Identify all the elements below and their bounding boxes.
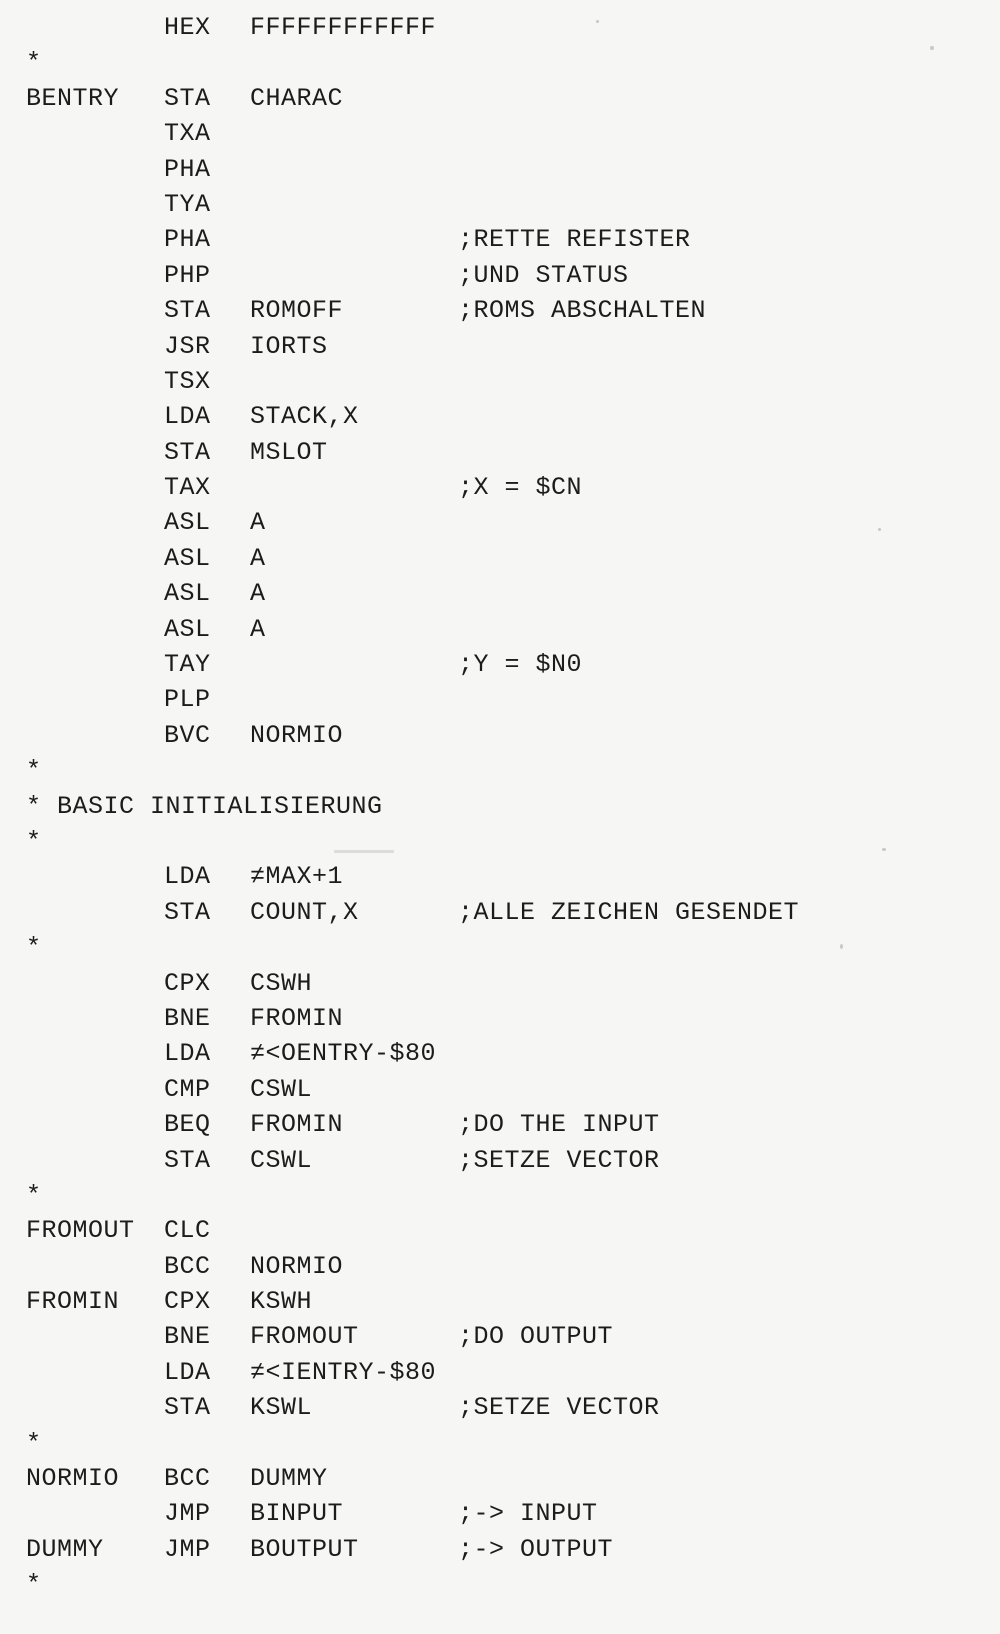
line-operand: KSWH (250, 1287, 313, 1317)
line-label: * (26, 1570, 42, 1600)
listing-line (0, 187, 1000, 222)
line-operand: BINPUT (250, 1499, 344, 1529)
line-opcode: TSX (164, 366, 211, 396)
listing-line (0, 1567, 1000, 1602)
line-label: * (26, 1428, 42, 1458)
listing-line (0, 45, 1000, 80)
listing-line (0, 470, 1000, 505)
line-operand: CSWL (250, 1074, 313, 1104)
line-operand: BOUTPUT (250, 1534, 359, 1564)
line-opcode: PHA (164, 225, 211, 255)
line-operand: MSLOT (250, 437, 328, 467)
listing-line (0, 1426, 1000, 1461)
listing-line (0, 1036, 1000, 1071)
line-opcode: BCC (164, 1251, 211, 1281)
line-opcode: PHA (164, 154, 211, 184)
listing-line (0, 10, 1000, 45)
listing-line (0, 364, 1000, 399)
line-operand: ≠<OENTRY-$80 (250, 1039, 437, 1069)
line-opcode: PLP (164, 685, 211, 715)
listing-line (0, 789, 1000, 824)
line-label: * BASIC INITIALISIERUNG (26, 791, 383, 821)
line-comment: ;ROMS ABSCHALTEN (458, 296, 707, 326)
listing-line (0, 859, 1000, 894)
line-opcode: CPX (164, 968, 211, 998)
line-operand: NORMIO (250, 720, 344, 750)
listing-line (0, 1249, 1000, 1284)
line-opcode: LDA (164, 862, 211, 892)
line-opcode: LDA (164, 1039, 211, 1069)
line-comment: ;DO THE INPUT (458, 1110, 660, 1140)
listing-line (0, 1143, 1000, 1178)
listing-line (0, 1532, 1000, 1567)
listing-line (0, 435, 1000, 470)
listing-line (0, 930, 1000, 965)
line-label: FROMIN (26, 1287, 120, 1317)
line-comment: ;Y = $N0 (458, 650, 583, 680)
listing-line (0, 895, 1000, 930)
line-label: * (26, 756, 42, 786)
line-opcode: JMP (164, 1534, 211, 1564)
line-opcode: HEX (164, 13, 211, 42)
listing-line (0, 1178, 1000, 1213)
line-operand: A (250, 508, 266, 538)
line-operand: A (250, 579, 266, 609)
listing-line (0, 1390, 1000, 1425)
listing-line (0, 81, 1000, 116)
line-opcode: STA (164, 1393, 211, 1423)
line-operand: ≠<IENTRY-$80 (250, 1357, 437, 1387)
line-opcode: ASL (164, 614, 211, 644)
listing-line (0, 682, 1000, 717)
line-operand: FROMOUT (250, 1322, 359, 1352)
line-operand: A (250, 614, 266, 644)
listing-line (0, 576, 1000, 611)
line-opcode: JSR (164, 331, 211, 361)
listing-line (0, 399, 1000, 434)
line-opcode: TAX (164, 473, 211, 503)
line-opcode: BEQ (164, 1110, 211, 1140)
line-label: * (26, 1180, 42, 1210)
listing-line (0, 116, 1000, 151)
line-comment: ;DO OUTPUT (458, 1322, 614, 1352)
line-opcode: CMP (164, 1074, 211, 1104)
line-opcode: STA (164, 897, 211, 927)
line-comment: ;UND STATUS (458, 260, 629, 290)
line-operand: STACK,X (250, 402, 359, 432)
line-operand: A (250, 543, 266, 573)
paper-speck (840, 944, 843, 949)
line-comment: ;RETTE REFISTER (458, 225, 691, 255)
line-opcode: BCC (164, 1464, 211, 1494)
listing-line (0, 293, 1000, 328)
line-label: FROMOUT (26, 1216, 135, 1246)
listing-line (0, 753, 1000, 788)
line-operand: FROMIN (250, 1003, 344, 1033)
line-opcode: BVC (164, 720, 211, 750)
line-label: BENTRY (26, 83, 120, 113)
line-opcode: STA (164, 83, 211, 113)
paper-speck (882, 848, 886, 851)
listing-line (0, 1072, 1000, 1107)
line-opcode: STA (164, 296, 211, 326)
paper-speck (596, 20, 599, 23)
line-operand: COUNT,X (250, 897, 359, 927)
listing-line (0, 258, 1000, 293)
line-operand: KSWL (250, 1393, 313, 1423)
line-opcode: TAY (164, 650, 211, 680)
line-label: * (26, 826, 42, 856)
listing-line (0, 612, 1000, 647)
listing-line (0, 541, 1000, 576)
line-opcode: ASL (164, 543, 211, 573)
line-operand: DUMMY (250, 1464, 328, 1494)
listing-line (0, 824, 1000, 859)
listing-line (0, 1319, 1000, 1354)
listing-line (0, 1461, 1000, 1496)
line-opcode: ASL (164, 508, 211, 538)
line-label: DUMMY (26, 1534, 104, 1564)
paper-speck (334, 850, 394, 853)
line-opcode: CLC (164, 1216, 211, 1246)
line-opcode: LDA (164, 1357, 211, 1387)
line-label: * (26, 933, 42, 963)
listing-line (0, 718, 1000, 753)
listing-line (0, 505, 1000, 540)
line-operand: CSWL (250, 1145, 313, 1175)
listing-line (0, 647, 1000, 682)
line-comment: ;SETZE VECTOR (458, 1145, 660, 1175)
line-label: NORMIO (26, 1464, 120, 1494)
line-comment: ;SETZE VECTOR (458, 1393, 660, 1423)
listing-line (0, 1107, 1000, 1142)
listing-line (0, 1001, 1000, 1036)
listing-line (0, 1496, 1000, 1531)
line-comment: ;X = $CN (458, 473, 583, 503)
line-opcode: STA (164, 437, 211, 467)
line-operand: NORMIO (250, 1251, 344, 1281)
line-opcode: STA (164, 1145, 211, 1175)
line-operand: CHARAC (250, 83, 344, 113)
line-opcode: PHP (164, 260, 211, 290)
line-comment: ;-> OUTPUT (458, 1534, 614, 1564)
paper-speck (878, 528, 881, 531)
assembly-listing (0, 10, 1000, 1603)
listing-line (0, 1355, 1000, 1390)
line-opcode: CPX (164, 1287, 211, 1317)
listing-line (0, 1213, 1000, 1248)
line-opcode: LDA (164, 402, 211, 432)
line-opcode: TYA (164, 189, 211, 219)
line-opcode: BNE (164, 1003, 211, 1033)
line-comment: ;-> INPUT (458, 1499, 598, 1529)
line-operand: ROMOFF (250, 296, 344, 326)
paper-speck (930, 46, 934, 50)
line-label: * (26, 48, 42, 78)
line-operand: ≠MAX+1 (250, 862, 344, 892)
line-opcode: ASL (164, 579, 211, 609)
listing-line (0, 222, 1000, 257)
line-operand: IORTS (250, 331, 328, 361)
line-operand: FROMIN (250, 1110, 344, 1140)
line-operand: FFFFFFFFFFFF (250, 13, 437, 42)
line-opcode: BNE (164, 1322, 211, 1352)
line-comment: ;ALLE ZEICHEN GESENDET (458, 897, 800, 927)
listing-line (0, 329, 1000, 364)
listing-line (0, 152, 1000, 187)
line-opcode: JMP (164, 1499, 211, 1529)
listing-line (0, 966, 1000, 1001)
line-operand: CSWH (250, 968, 313, 998)
line-opcode: TXA (164, 119, 211, 149)
listing-line (0, 1284, 1000, 1319)
